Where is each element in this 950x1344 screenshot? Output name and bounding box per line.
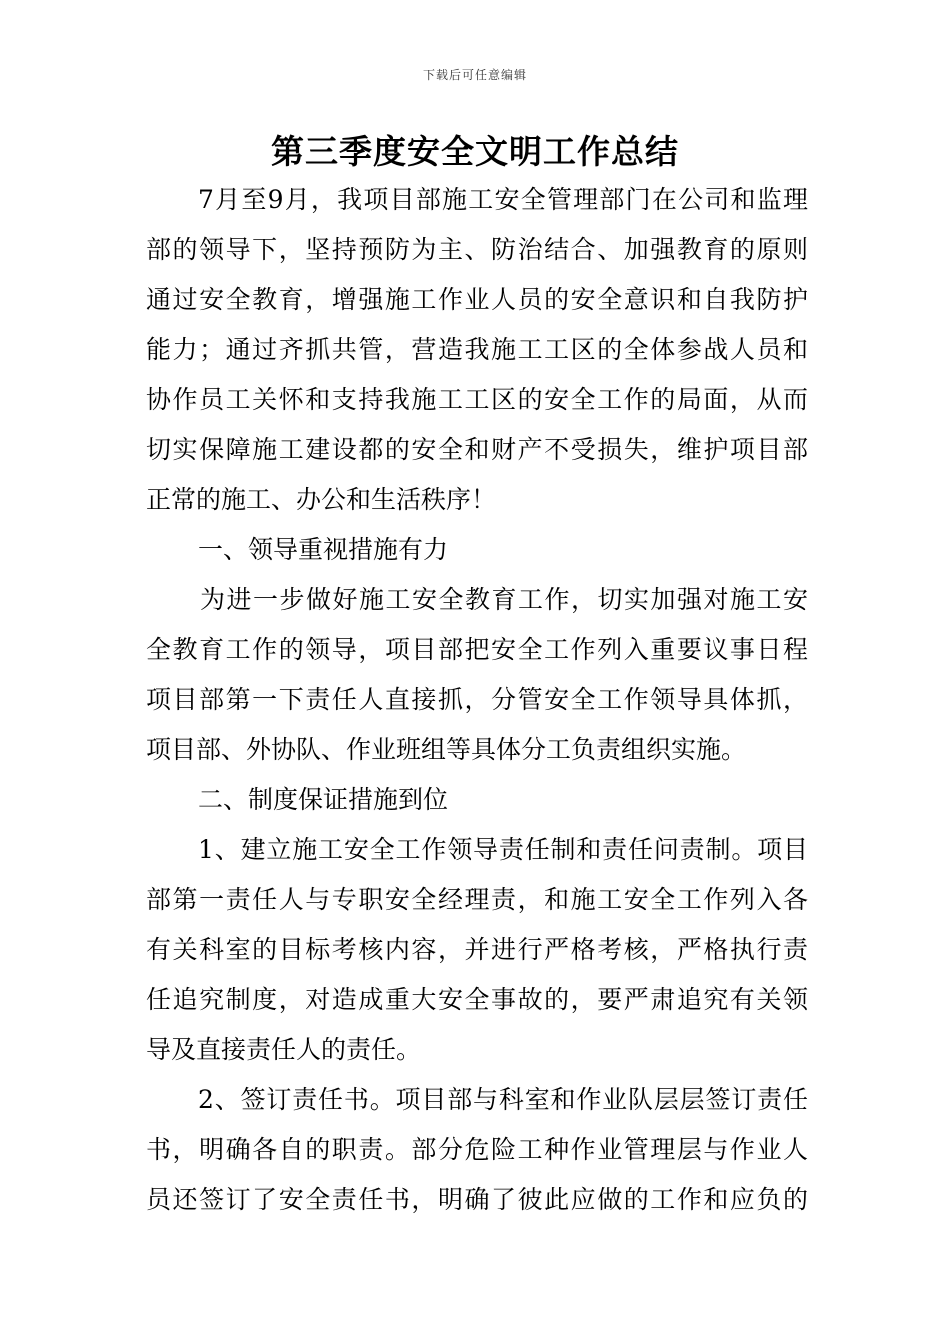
body-line: 部第一责任人与专职安全经理责，和施工安全工作列入各 <box>146 885 808 914</box>
body-line: 为进一步做好施工安全教育工作，切实加强对施工安 <box>200 585 808 614</box>
body-line: 员还签订了安全责任书，明确了彼此应做的工作和应负的 <box>146 1185 808 1214</box>
body-line: 书，明确各自的职责。部分危险工种作业管理层与作业人 <box>146 1135 808 1164</box>
body-line: 全教育工作的领导，项目部把安全工作列入重要议事日程 <box>146 635 808 664</box>
body-line: 7月至9月，我项目部施工安全管理部门在公司和监理 <box>198 185 808 214</box>
body-line: 通过安全教育，增强施工作业人员的安全意识和自我防护 <box>146 285 808 314</box>
document-title: 第三季度安全文明工作总结 <box>271 132 679 171</box>
body-line: 任追究制度，对造成重大安全事故的，要严肃追究有关领 <box>146 985 808 1014</box>
section-heading: 一、领导重视措施有力 <box>198 535 449 564</box>
body-line: 部的领导下，坚持预防为主、防治结合、加强教育的原则 <box>146 235 808 264</box>
body-line: 协作员工关怀和支持我施工工区的安全工作的局面，从而 <box>146 385 808 414</box>
body-line: 切实保障施工建设都的安全和财产不受损失，维护项目部 <box>146 435 808 464</box>
body-line: 2、签订责任书。项目部与科室和作业队层层签订责任 <box>198 1085 808 1114</box>
body-line: 能力；通过齐抓共管，营造我施工工区的全体参战人员和 <box>146 335 808 364</box>
body-line: 有关科室的目标考核内容，并进行严格考核，严格执行责 <box>146 935 808 964</box>
body-line: 导及直接责任人的责任。 <box>146 1035 422 1064</box>
header-note: 下载后可任意编辑 <box>422 68 527 82</box>
body-line: 项目部、外协队、作业班组等具体分工负责组织实施。 <box>146 735 747 764</box>
section-heading: 二、制度保证措施到位 <box>198 785 449 814</box>
document-body <box>146 175 808 1225</box>
body-line: 正常的施工、办公和生活秩序！ <box>146 485 497 514</box>
body-line: 1、建立施工安全工作领导责任制和责任问责制。项目 <box>198 835 808 864</box>
body-line: 项目部第一下责任人直接抓，分管安全工作领导具体抓， <box>146 685 808 714</box>
